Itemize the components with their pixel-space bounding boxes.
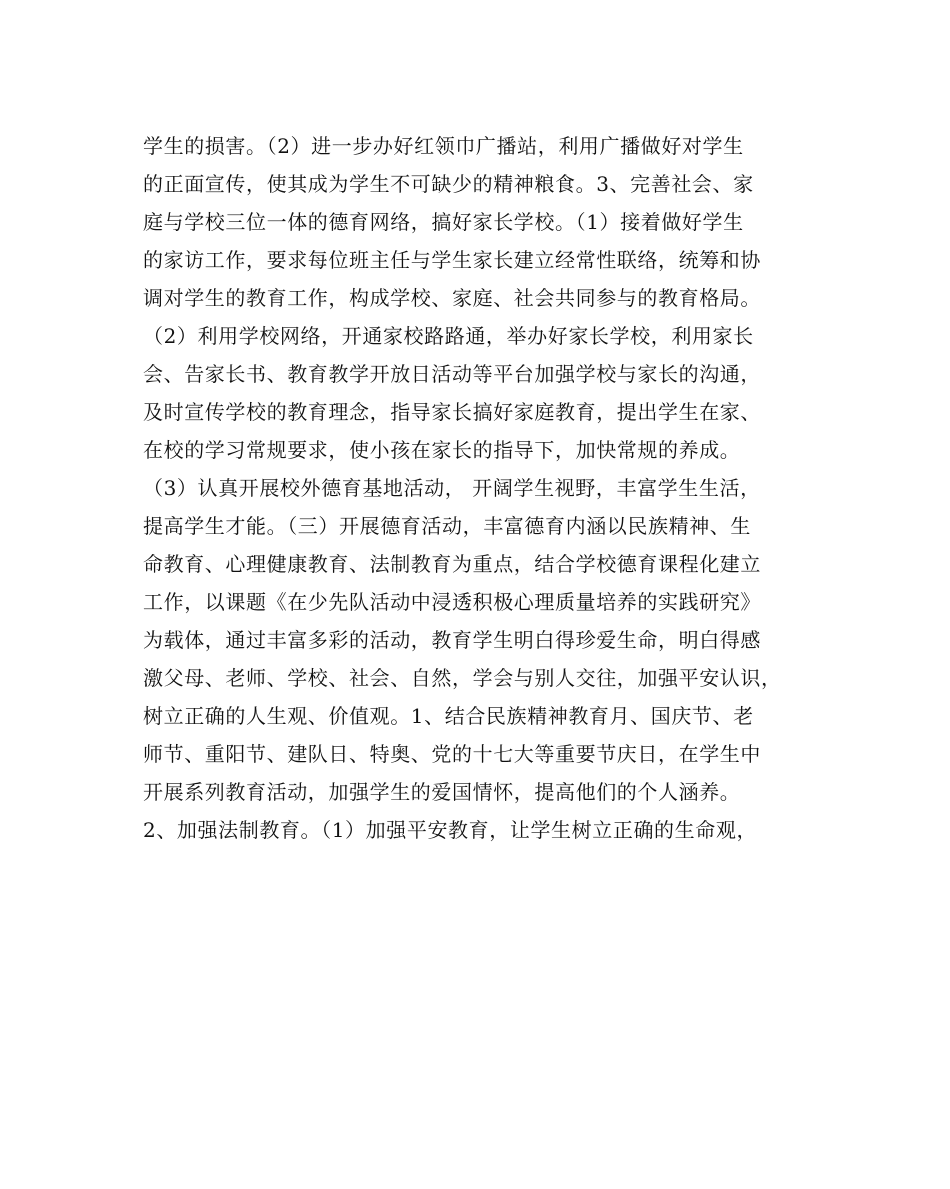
text-line: 提高学生才能。（三）开展德育活动，丰富德育内涵以民族精神、生 bbox=[143, 514, 751, 538]
text-line: 2、加强法制教育。（1）加强平安教育，让学生树立正确的生命观， bbox=[143, 818, 758, 842]
text-line: 的家访工作，要求每位班主任与学生家长建立经常性联络，统筹和协 bbox=[143, 248, 761, 272]
text-line: 师节、重阳节、建队日、特奥、党的十七大等重要节庆日，在学生中 bbox=[143, 742, 761, 766]
text-line: 树立正确的人生观、价值观。1、结合民族精神教育月、国庆节、老 bbox=[143, 704, 754, 728]
text-line: 的正面宣传，使其成为学生不可缺少的精神粮食。3、完善社会、家 bbox=[143, 172, 754, 196]
text-line: 调对学生的教育工作，构成学校、家庭、社会共同参与的教育格局。 bbox=[143, 286, 761, 310]
text-line: 为载体，通过丰富多彩的活动，教育学生明白得珍爱生命，明白得感 bbox=[143, 628, 761, 652]
text-line: 庭与学校三位一体的德育网络，搞好家长学校。（1）接着做好学生 bbox=[143, 210, 744, 234]
text-line: 及时宣传学校的教育理念，指导家长搞好家庭教育，提出学生在家、 bbox=[143, 400, 761, 424]
text-line: 工作，以课题《在少先队活动中浸透积极心理质量培养的实践研究》 bbox=[143, 590, 761, 614]
text-line: （3）认真开展校外德育基地活动， 开阔学生视野，丰富学生生活， bbox=[143, 476, 761, 500]
text-line: 开展系列教育活动，加强学生的爱国情怀，提高他们的个人涵养。 bbox=[143, 780, 741, 804]
text-line: 激父母、老师、学校、社会、自然，学会与别人交往，加强平安认识， bbox=[143, 666, 782, 690]
text-line: 在校的学习常规要求，使小孩在家长的指导下，加快常规的养成。 bbox=[143, 438, 741, 462]
text-line: （2）利用学校网络，开通家校路路通，举办好家长学校，利用家长 bbox=[143, 324, 754, 348]
text-line: 学生的损害。（2）进一步办好红领巾广播站，利用广播做好对学生 bbox=[143, 134, 744, 158]
text-line: 会、告家长书、教育教学开放日活动等平台加强学校与家长的沟通， bbox=[143, 362, 761, 386]
text-line: 命教育、心理健康教育、法制教育为重点，结合学校德育课程化建立 bbox=[143, 552, 761, 576]
body-text bbox=[143, 127, 823, 849]
